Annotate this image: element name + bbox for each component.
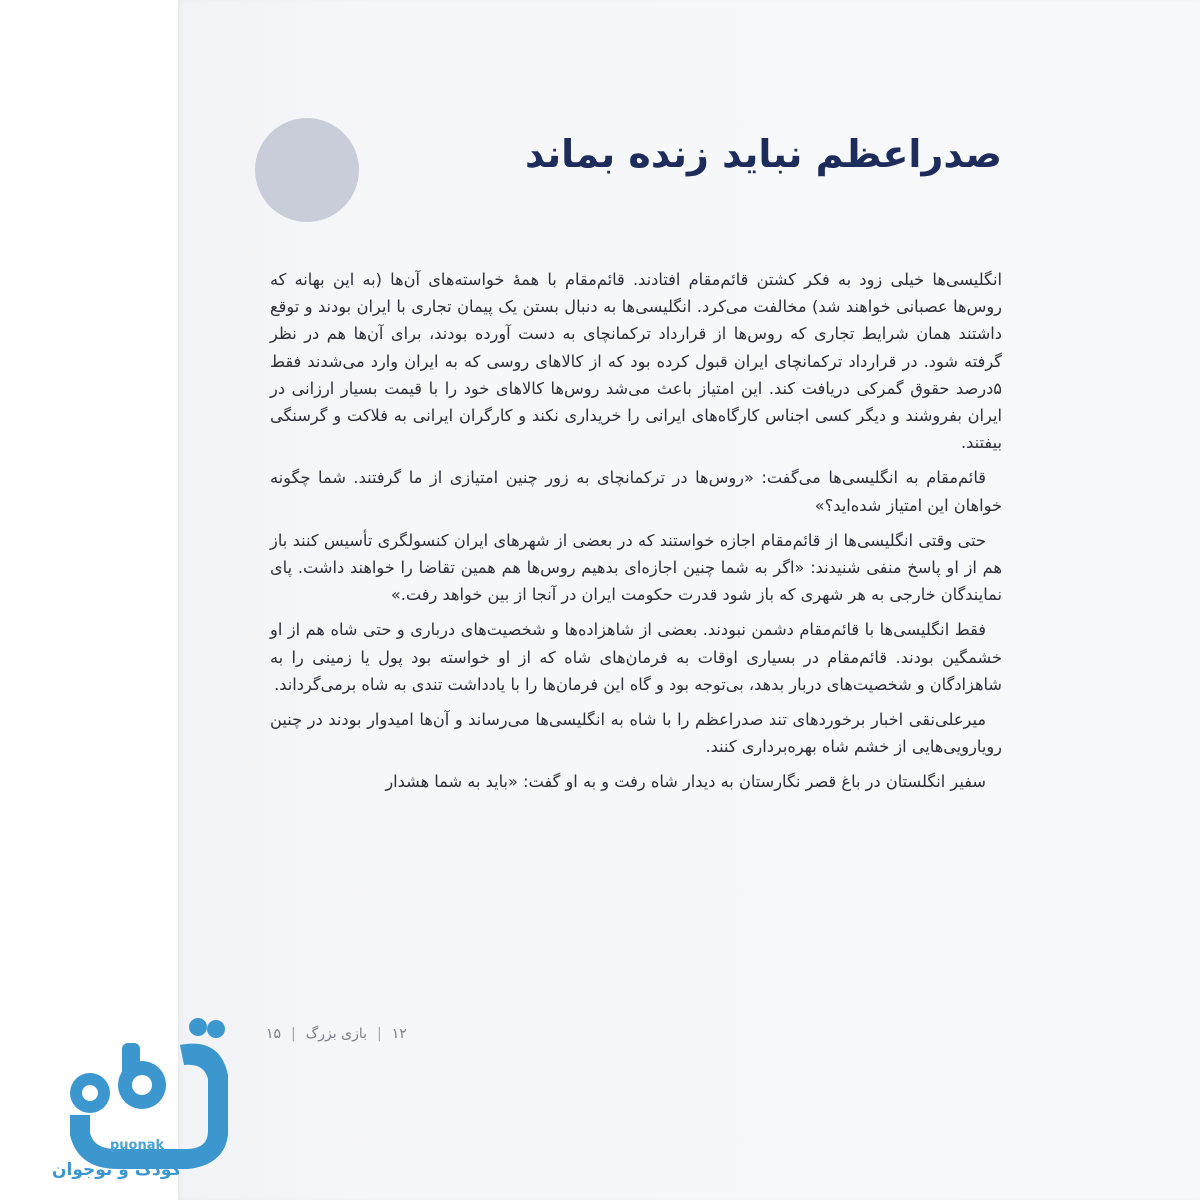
footer-separator: | <box>377 1026 382 1042</box>
logo-latin-text: puonak <box>110 1138 165 1153</box>
body-text <box>270 266 1002 796</box>
footer-page-number: ۱۵ <box>266 1026 282 1042</box>
footer-separator: | <box>291 1026 296 1042</box>
footer-book-title: بازی بزرگ <box>305 1026 368 1042</box>
footer-volume: ۱۲ <box>391 1026 407 1042</box>
chapter-title: صدراعظم نباید زنده بماند <box>524 132 1002 176</box>
title-decoration-circle <box>255 118 359 222</box>
puonak-logo-icon <box>30 1005 270 1185</box>
paragraph-4: فقط انگلیسی‌ها با قائم‌مقام دشمن نبودند. بعضی از شاهزاده‌ها و شخصیت‌های درباری و حتی شاه هم از او خشمگین بودند. قائم‌مقام در بسیاری اوقات به فرمان‌های شاه که از او خواسته بود پول یا زمینی را به شاهزادگان و شخصیت‌های دربار بدهد، بی‌توجه بود و گاه این فرمان‌ها را با یادداشت تندی به شاه برمی‌گرداند. <box>270 620 1002 694</box>
paragraph-5: میرعلی‌نقی اخبار برخوردهای تند صدراعظم را با شاه به انگلیسی‌ها می‌رساند و آن‌ها امیدوار بودند در چنین رویارویی‌هایی از خشم شاه بهره‌برداری کنند. <box>270 710 1002 757</box>
paragraph-2: قائم‌مقام به انگلیسی‌ها می‌گفت: «روس‌ها در ترکمانچای به زور چنین امتیازی از ما گرفتند. شما چگونه خواهان این امتیاز شده‌اید؟» <box>270 468 1002 515</box>
paragraph-3: حتی وقتی انگلیسی‌ها از قائم‌مقام اجازه خواستند که در بعضی از شهرهای ایران کنسولگری تأسیس کنند باز هم از او پاسخ منفی شنیدند: «اگر به شما چنین اجازه‌ای بدهیم روس‌ها هم همین تقاضا را خواهند داشت. پای نمایندگان خارجی به هر شهری که باز شود قدرت حکومت ایران در آنجا از بین خواهد رفت.» <box>270 530 1002 605</box>
paragraph-1: انگلیسی‌ها خیلی زود به فکر کشتن قائم‌مقام افتادند. قائم‌مقام با همهٔ خواسته‌های آن‌ها (به این بهانه که روس‌ها عصبانی خواهند شد) مخالفت می‌کرد. انگلیسی‌ها به دنبال بستن یک پیمان تجاری با ایران بودند و توقع داشتند همان شرایط تجاری که روس‌ها از قرارداد ترکمانچای به دست آورده بودند، برای آن‌ها هم در نظر گرفته شود. در قرارداد ترکمانچای ایران قبول کرده بود که از کالاهای روسی که به ایران وارد می‌شدند فقط ۵درصد حقوق گمرکی دریافت کند. این امتیاز باعث می‌شد روس‌ها کالاهای خود را با قیمت بسیار ارزانی در ایران بفروشند و دیگر کسی اجناس کارگاه‌های ایرانی را خریداری نکند و کارگران ایرانی به فلاکت و گرسنگی بیفتند. <box>270 270 1002 453</box>
paragraph-6: سفیر انگلستان در باغ قصر نگارستان به دیدار شاه رفت و به او گفت: «باید به شما هشدار <box>385 772 986 792</box>
logo-tagline: کودک و نوجوان <box>52 1160 182 1180</box>
page-footer <box>266 1026 407 1042</box>
